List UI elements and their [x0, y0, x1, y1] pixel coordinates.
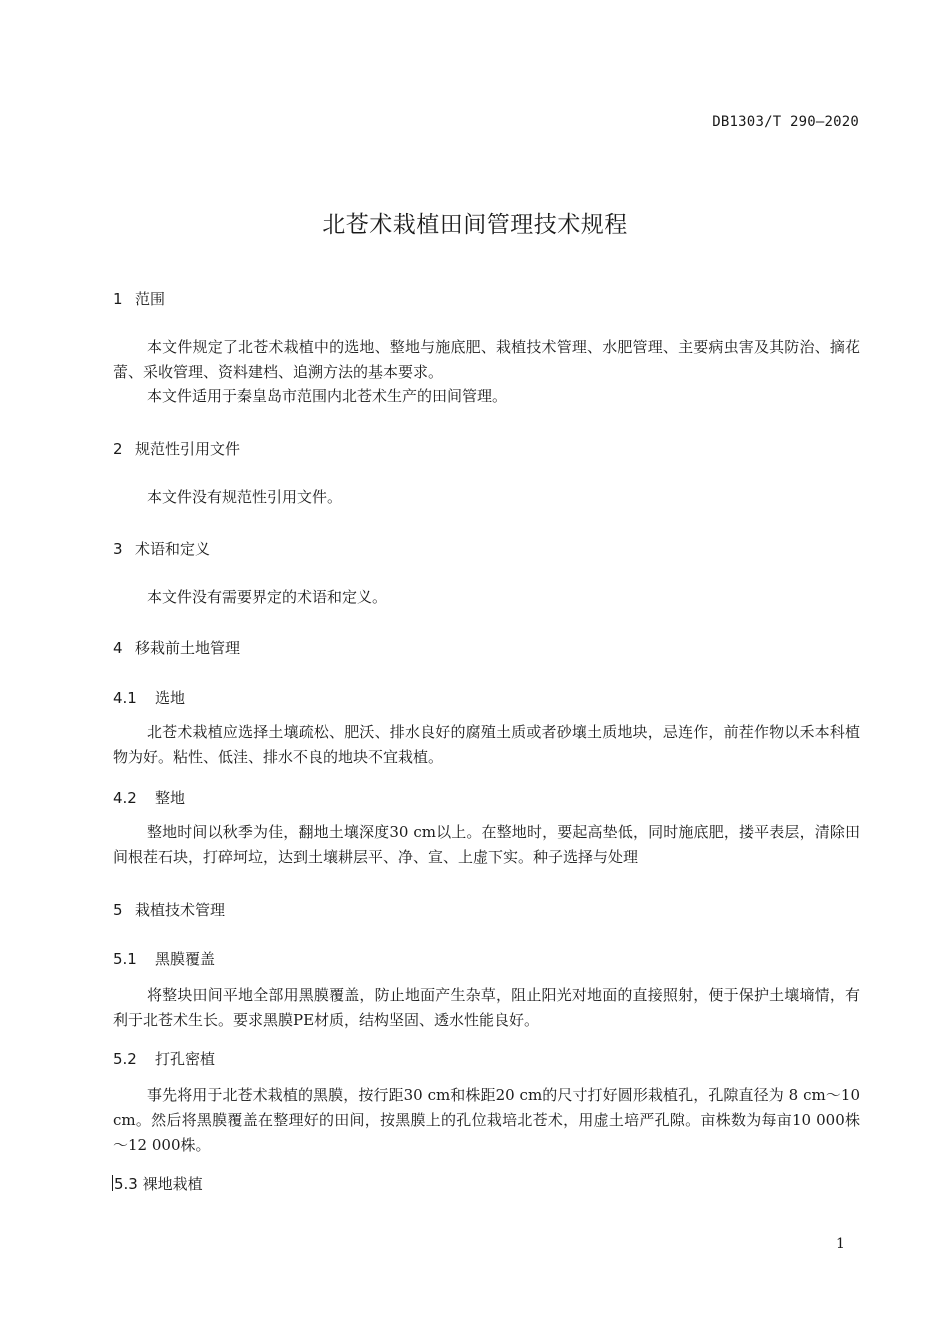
- page-number: 1: [836, 1236, 845, 1252]
- subsection-number: 5.2: [113, 1050, 137, 1068]
- subsection-title: 整地: [155, 789, 186, 807]
- paragraph-dense-planting: 事先将用于北苍术栽植的黑膜，按行距30 cm和株距20 cm的尺寸打好圆形栽植孔，孔隙直径为 8 cm～10 cm。然后将黑膜覆盖在整理好的田间，按黑膜上的孔位栽培北苍术，用虚土培严孔隙。亩株数为每亩10 000株～12 000株。: [113, 1086, 860, 1154]
- section-title: 移栽前土地管理: [135, 639, 241, 657]
- paragraph-land-preparation: 整地时间以秋季为佳，翻地土壤深度30 cm以上。在整地时，要起高垫低，同时施底肥，搂平表层，清除田间根茬石块，打碎坷垃，达到土壤耕层平、净、宣、上虚下实。种子选择与处理: [113, 823, 860, 866]
- section-heading-3: [113, 538, 210, 559]
- subsection-title: 黑膜覆盖: [155, 950, 216, 968]
- subsection-heading-5-1: [113, 948, 215, 969]
- subsection-title: 选地: [155, 689, 186, 707]
- paragraph-scope-1: 本文件规定了北苍术栽植中的选地、整地与施底肥、栽植技术管理、水肥管理、主要病虫害及其防治、摘花蕾、采收管理、资料建档、追溯方法的基本要求。: [113, 338, 860, 381]
- paragraph-normative-references: 本文件没有规范性引用文件。: [147, 488, 343, 506]
- section-number: 4: [113, 639, 123, 657]
- section-title: 术语和定义: [135, 540, 211, 558]
- paragraph-black-film: 将整块田间平地全部用黑膜覆盖，防止地面产生杂草，阻止阳光对地面的直接照射，便于保护土壤墒情，有利于北苍术生长。要求黑膜PE材质，结构坚固、透水性能良好。: [113, 986, 860, 1029]
- document-code: DB1303/T 290—2020: [712, 114, 859, 130]
- section-number: 1: [113, 290, 123, 308]
- subsection-number: 5.1: [113, 950, 137, 968]
- document-title: 北苍术栽植田间管理技术规程: [322, 212, 628, 238]
- paragraph-terms: 本文件没有需要界定的术语和定义。: [147, 588, 388, 606]
- section-heading-4: [113, 637, 240, 658]
- section-number: 5: [113, 901, 123, 919]
- section-number: 2: [113, 440, 123, 458]
- subsection-heading-4-2: [113, 787, 185, 808]
- section-title: 规范性引用文件: [135, 440, 241, 458]
- section-heading-2: [113, 438, 240, 459]
- subsection-title: 打孔密植: [155, 1050, 216, 1068]
- text-cursor: [112, 1175, 113, 1191]
- subsection-number: 4.1: [113, 689, 137, 707]
- subsection-label: 5.3 裸地栽植: [114, 1175, 203, 1193]
- subsection-heading-5-3[interactable]: [112, 1173, 203, 1194]
- subsection-heading-4-1: [113, 687, 185, 708]
- paragraph-scope-2: 本文件适用于秦皇岛市范围内北苍术生产的田间管理。: [147, 387, 508, 405]
- section-number: 3: [113, 540, 123, 558]
- section-title: 栽植技术管理: [135, 901, 226, 919]
- subsection-heading-5-2: [113, 1048, 215, 1069]
- section-heading-1: [113, 288, 165, 309]
- paragraph-site-selection: 北苍术栽植应选择土壤疏松、肥沃、排水良好的腐殖土质或者砂壤土质地块，忌连作，前茬作物以禾本科植物为好。粘性、低洼、排水不良的地块不宜栽植。: [113, 723, 860, 766]
- section-heading-5: [113, 899, 225, 920]
- subsection-number: 4.2: [113, 789, 137, 807]
- section-title: 范围: [135, 290, 166, 308]
